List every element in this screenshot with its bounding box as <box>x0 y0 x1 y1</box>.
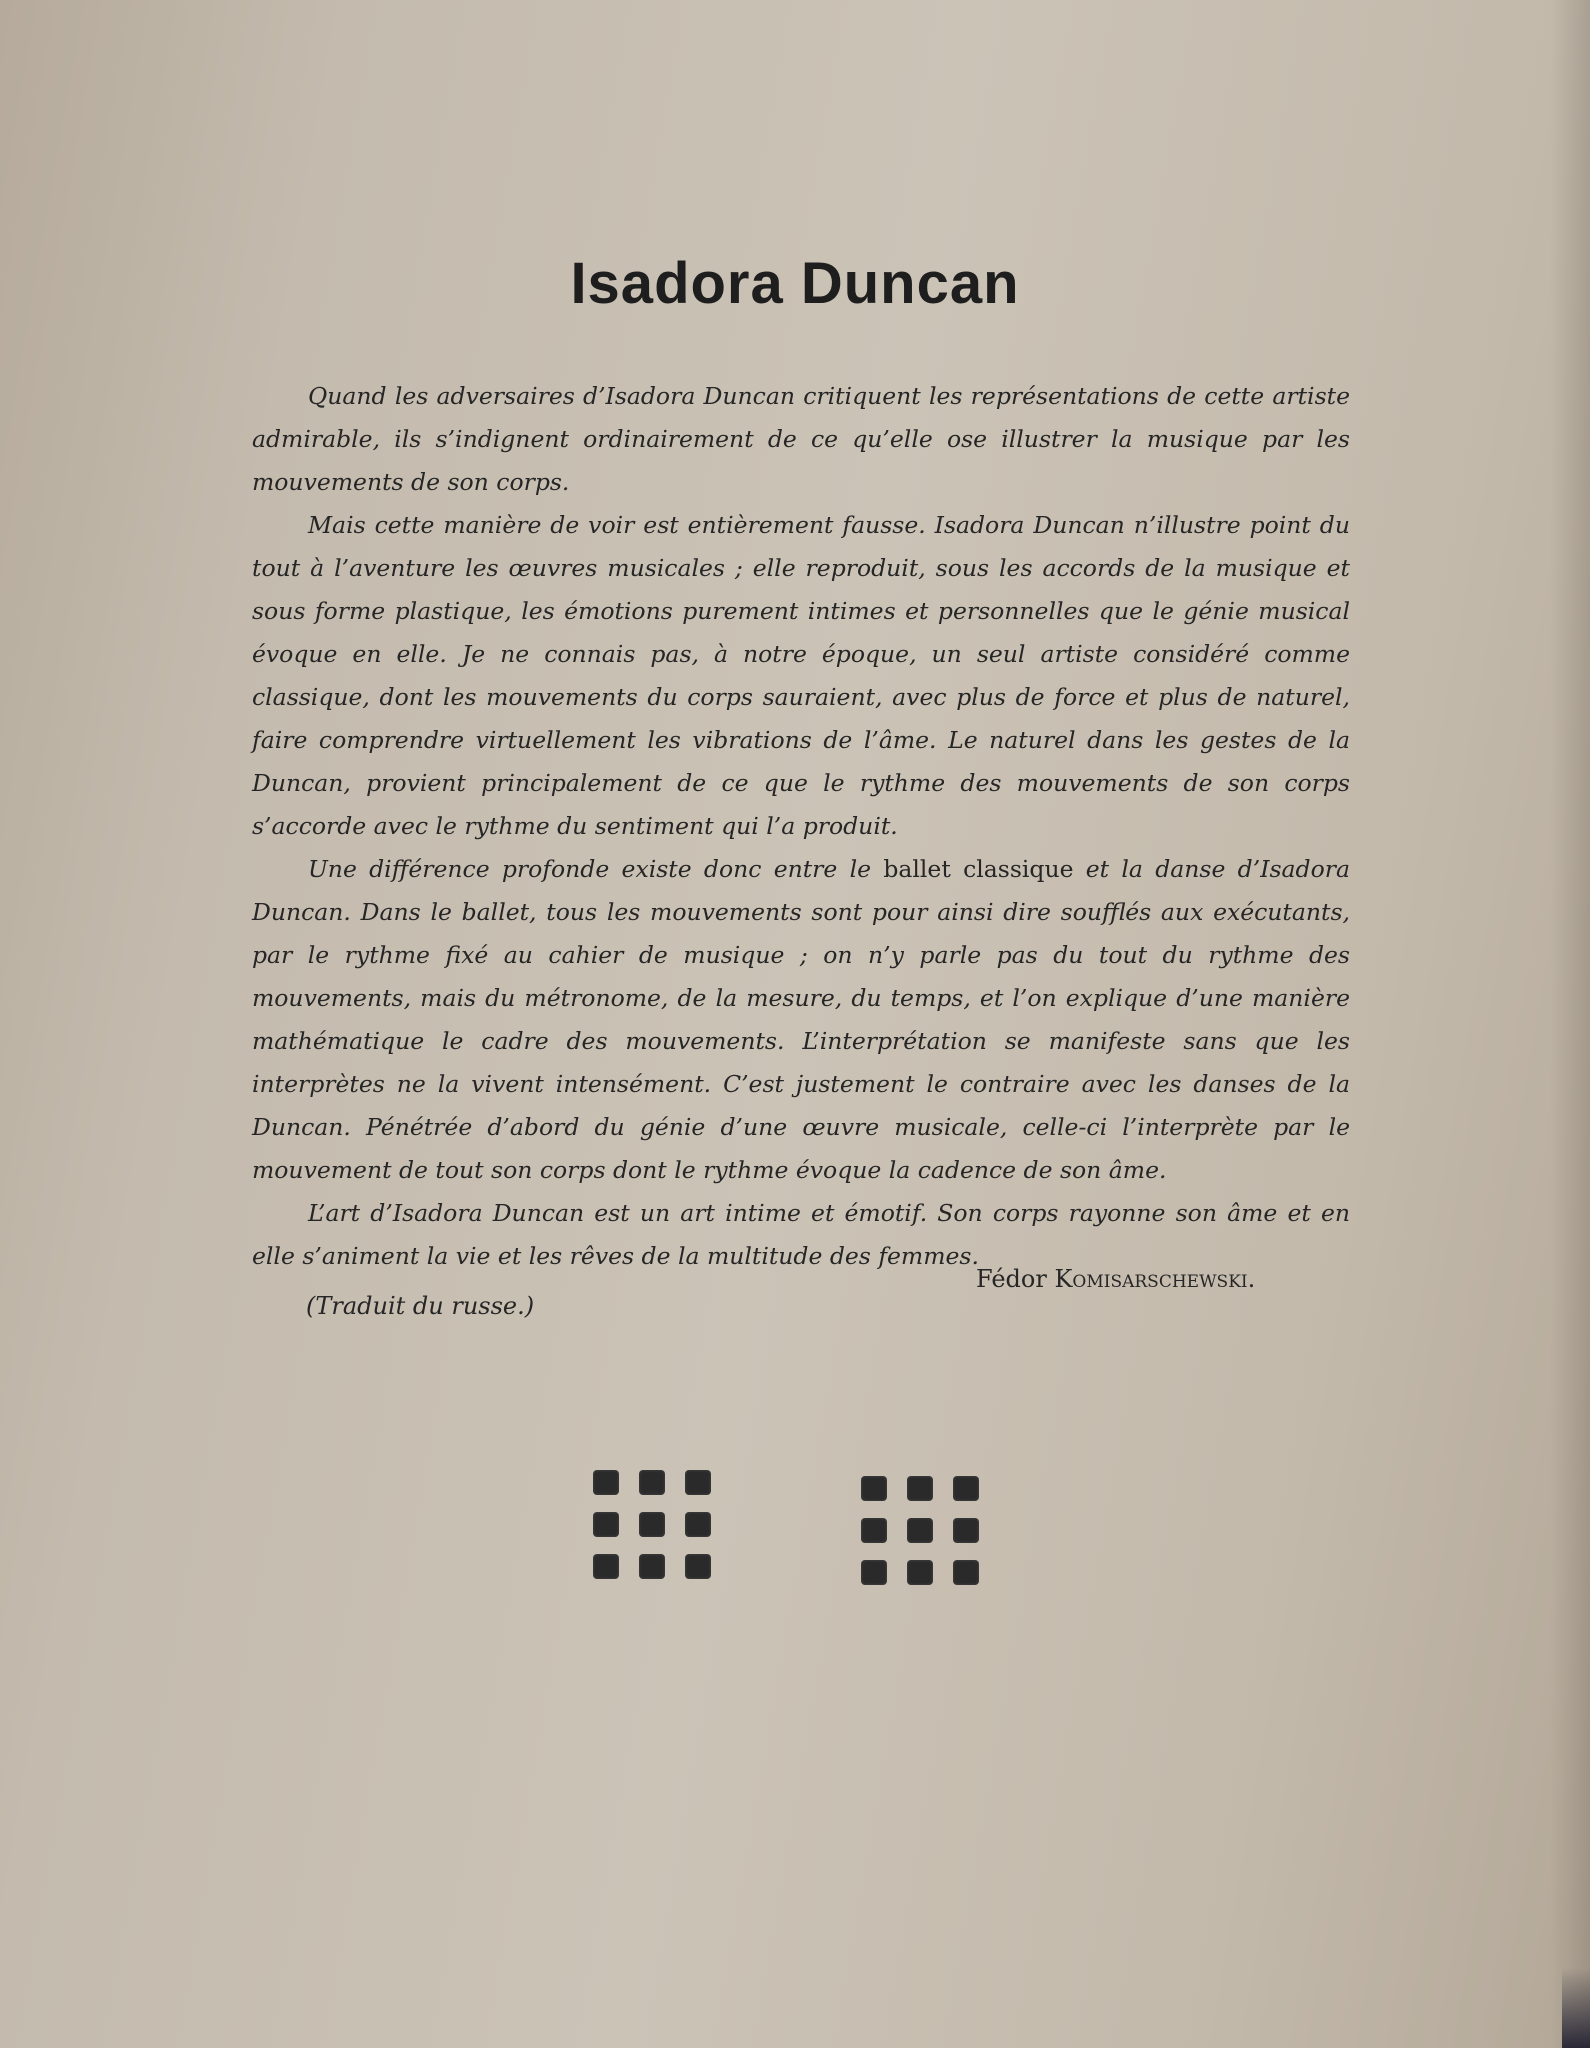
ornament-square <box>593 1512 619 1537</box>
ornament-squares-right <box>861 1476 979 1585</box>
ornament-square <box>593 1554 619 1579</box>
ornament-square <box>953 1560 979 1585</box>
ornament-square <box>685 1554 711 1579</box>
ornament-square <box>907 1476 933 1501</box>
ornament-square <box>953 1476 979 1501</box>
ornament-square <box>907 1518 933 1543</box>
author-last-name: Komisarschewski. <box>1054 1265 1256 1293</box>
paragraph-3-upright-term: ballet classique <box>883 855 1074 883</box>
paragraph-4: L’art d’Isadora Duncan est un art intime et émotif. Son corps rayonne son âme et en elle s’animent la vie et les rêves de la multitude des femmes. <box>252 1199 1350 1270</box>
author-first-name: Fédor <box>976 1265 1047 1293</box>
page-corner-shadow <box>1562 1968 1590 2048</box>
paragraph-3-part-2: et la danse d’Isadora Duncan. Dans le ballet, tous les mouvements sont pour ainsi dire soufflés aux exécutants, par le rythme fixé au cahier de musique ; on n’y parle pas du tout du rythme des mouvements, mais du métronome, de la mesure, du temps, et l’on explique d’une manière mathématique le cadre des mouvements. L’interprétation se manifeste sans que les interprètes ne la vivent intensément. C’est justement le contraire avec les danses de la Duncan. Pénétrée d’abord du génie d’une œuvre musicale, celle-ci l’interprète par le mouvement de tout son corps dont le rythme évoque la cadence de son âme. <box>252 855 1350 1184</box>
article-body <box>252 375 1350 1278</box>
translation-note: (Traduit du russe.) <box>306 1292 535 1320</box>
paragraph-2: Mais cette manière de voir est entièrement fausse. Isadora Duncan n’illustre point du tout à l’aventure les œuvres musicales ; elle reproduit, sous les accords de la musique et sous forme plastique, les émotions purement intimes et personnelles que le génie musical évoque en elle. Je ne connais pas, à notre époque, un seul artiste considéré comme classique, dont les mouvements du corps sauraient, avec plus de force et plus de naturel, faire comprendre virtuellement les vibrations de l’âme. Le naturel dans les gestes de la Duncan, provient principalement de ce que le rythme des mouvements de son corps s’accorde avec le rythme du sentiment qui l’a produit. <box>252 511 1350 840</box>
ornament-square <box>639 1512 665 1537</box>
ornament-square <box>953 1518 979 1543</box>
ornament-square <box>685 1470 711 1495</box>
paragraph-3-part-1: Une différence profonde existe donc entre le <box>308 855 884 883</box>
ornament-square <box>861 1518 887 1543</box>
ornament-square <box>685 1512 711 1537</box>
ornament-squares-left <box>593 1470 711 1579</box>
ornament-square <box>861 1476 887 1501</box>
paragraph-3 <box>252 848 1350 1192</box>
ornament-square <box>907 1560 933 1585</box>
ornament-square <box>593 1470 619 1495</box>
paragraph-1: Quand les adversaires d’Isadora Duncan critiquent les représentations de cette artiste admirable, ils s’indignent ordinairement de ce qu’elle ose illustrer la musique par les mouvements de son corps. <box>252 382 1350 496</box>
page-title: Isadora Duncan <box>570 251 1020 316</box>
ornament-square <box>861 1560 887 1585</box>
author-signature <box>976 1265 1255 1293</box>
ornament-square <box>639 1554 665 1579</box>
ornament-square <box>639 1470 665 1495</box>
